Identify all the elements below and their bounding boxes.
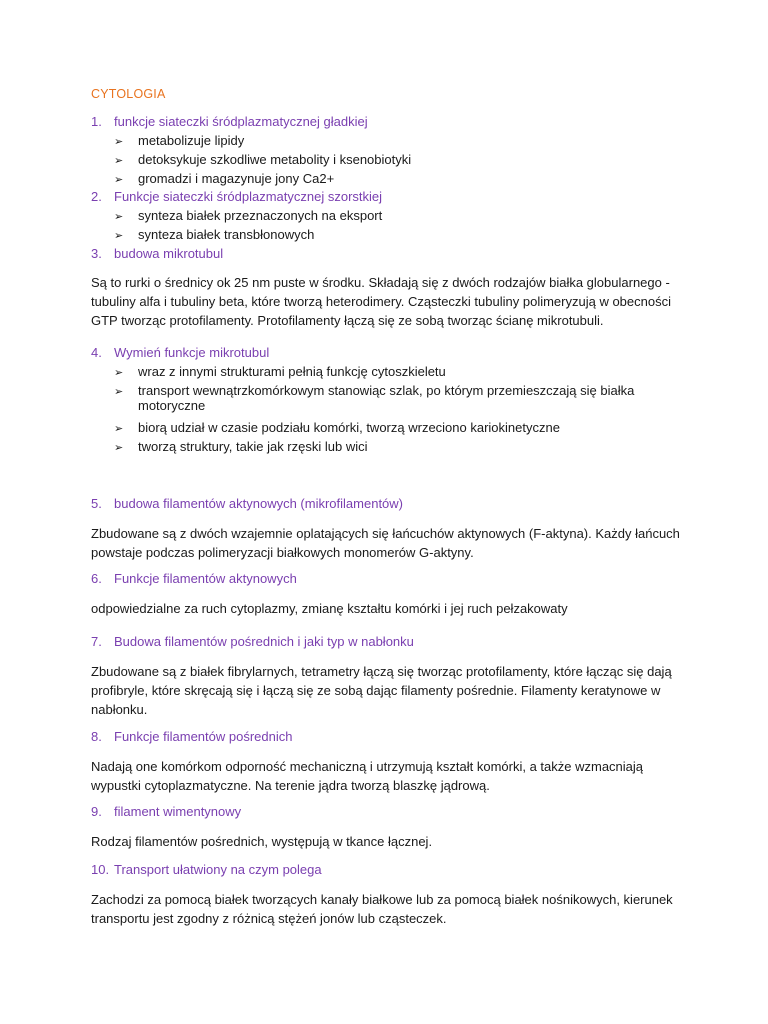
arrow-bullet-icon: ➢ bbox=[114, 174, 124, 186]
question-text: funkcje siateczki śródplazmatycznej gładkiej bbox=[114, 114, 368, 129]
list-item-text: biorą udział w czasie podziału komórki, tworzą wrzeciono kariokinetyczne bbox=[138, 420, 560, 435]
arrow-bullet-icon: ➢ bbox=[114, 386, 124, 398]
question-4-heading bbox=[91, 345, 269, 360]
answer-paragraph: odpowiedzialne za ruch cytoplazmy, zmianę kształtu komórki i jej ruch pełzakowaty bbox=[91, 601, 568, 616]
question-1-heading bbox=[91, 114, 368, 129]
list-item bbox=[114, 383, 634, 413]
list-item bbox=[114, 227, 314, 242]
arrow-bullet-icon: ➢ bbox=[114, 423, 124, 435]
list-item bbox=[114, 439, 368, 454]
list-item bbox=[114, 171, 334, 186]
list-item-text: gromadzi i magazynuje jony Ca2+ bbox=[138, 171, 335, 186]
answer-paragraph: Zbudowane są z białek fibrylarnych, tetrametry łączą się tworząc protofilamenty, które łącząc się dają profibryle, które skręcają się i łączą się ze sobą dając filamenty pośrednie. Filamenty keratynowe w nabłonku. bbox=[91, 664, 672, 717]
question-number: 7. bbox=[91, 634, 102, 649]
question-number: 6. bbox=[91, 571, 102, 586]
list-item bbox=[114, 152, 411, 167]
answer-paragraph: Nadają one komórkom odporność mechaniczną i utrzymują kształt komórki, a także wzmacniają wypustki cytoplazmatyczne. Na terenie jądra tworzą blaszkę jądrową. bbox=[91, 759, 644, 793]
question-2-heading bbox=[91, 189, 382, 204]
question-text: filament wimentynowy bbox=[114, 804, 242, 819]
question-text: Funkcje siateczki śródplazmatycznej szorstkiej bbox=[114, 189, 383, 204]
question-text: Funkcje filamentów pośrednich bbox=[114, 729, 293, 744]
question-10-heading bbox=[91, 862, 322, 877]
question-text: budowa filamentów aktynowych (mikrofilamentów) bbox=[114, 496, 404, 511]
list-item-text: transport wewnątrzkomórkowym stanowiąc szlak, po którym przemieszczają się białka bbox=[138, 383, 635, 398]
list-item-text: tworzą struktury, takie jak rzęski lub wici bbox=[138, 439, 368, 454]
question-3-heading bbox=[91, 246, 223, 261]
question-5-heading bbox=[91, 496, 403, 511]
list-item bbox=[114, 133, 244, 148]
question-8-heading bbox=[91, 729, 292, 744]
question-number: 4. bbox=[91, 345, 102, 360]
question-text: Transport ułatwiony na czym polega bbox=[114, 862, 322, 877]
question-number: 8. bbox=[91, 729, 102, 744]
question-7-heading bbox=[91, 634, 414, 649]
list-item bbox=[114, 420, 560, 435]
arrow-bullet-icon: ➢ bbox=[114, 136, 124, 148]
list-item-text-continuation: motoryczne bbox=[138, 398, 206, 413]
question-text: Funkcje filamentów aktynowych bbox=[114, 571, 297, 586]
arrow-bullet-icon: ➢ bbox=[114, 442, 124, 454]
question-number: 1. bbox=[91, 114, 102, 129]
answer-paragraph: Zbudowane są z dwóch wzajemnie oplatających się łańcuchów aktynowych (F-aktyna). Każdy łańcuch powstaje podczas polimeryzacji białkowych monomerów G-aktyny. bbox=[91, 526, 680, 560]
question-6-heading bbox=[91, 571, 297, 586]
question-number: 9. bbox=[91, 804, 102, 819]
answer-paragraph: Rodzaj filamentów pośrednich, występują w tkance łącznej. bbox=[91, 834, 433, 849]
question-number: 10. bbox=[91, 862, 110, 877]
question-text: Budowa filamentów pośrednich i jaki typ w nabłonku bbox=[114, 634, 414, 649]
list-item-text: detoksykuje szkodliwe metabolity i ksenobiotyki bbox=[138, 152, 412, 167]
document-title: CYTOLOGIA bbox=[91, 87, 166, 101]
question-9-heading bbox=[91, 804, 241, 819]
arrow-bullet-icon: ➢ bbox=[114, 211, 124, 223]
list-item-text: metabolizuje lipidy bbox=[138, 133, 245, 148]
arrow-bullet-icon: ➢ bbox=[114, 230, 124, 242]
question-text: Wymień funkcje mikrotubul bbox=[114, 345, 270, 360]
question-number: 3. bbox=[91, 246, 102, 261]
list-item bbox=[114, 364, 446, 379]
list-item-text: synteza białek transbłonowych bbox=[138, 227, 315, 242]
question-number: 5. bbox=[91, 496, 102, 511]
arrow-bullet-icon: ➢ bbox=[114, 155, 124, 167]
answer-paragraph: Zachodzi za pomocą białek tworzących kanały białkowe lub za pomocą białek nośnikowych, kierunek transportu jest zgodny z różnicą stężeń jonów lub cząsteczek. bbox=[91, 892, 673, 926]
answer-paragraph: Są to rurki o średnicy ok 25 nm puste w środku. Składają się z dwóch rodzajów białka globularnego - tubuliny alfa i tubuliny beta, które tworzą heterodimery. Cząsteczki tubuliny polimeryzują w obecności GTP tworząc protofilamenty. Protofilamenty łączą się ze sobą tworząc ścianę mikrotubuli. bbox=[91, 275, 671, 328]
list-item-text: wraz z innymi strukturami pełnią funkcję cytoszkieletu bbox=[138, 364, 446, 379]
question-text: budowa mikrotubul bbox=[114, 246, 224, 261]
question-number: 2. bbox=[91, 189, 102, 204]
list-item-text: synteza białek przeznaczonych na eksport bbox=[138, 208, 383, 223]
list-item bbox=[114, 208, 382, 223]
arrow-bullet-icon: ➢ bbox=[114, 367, 124, 379]
